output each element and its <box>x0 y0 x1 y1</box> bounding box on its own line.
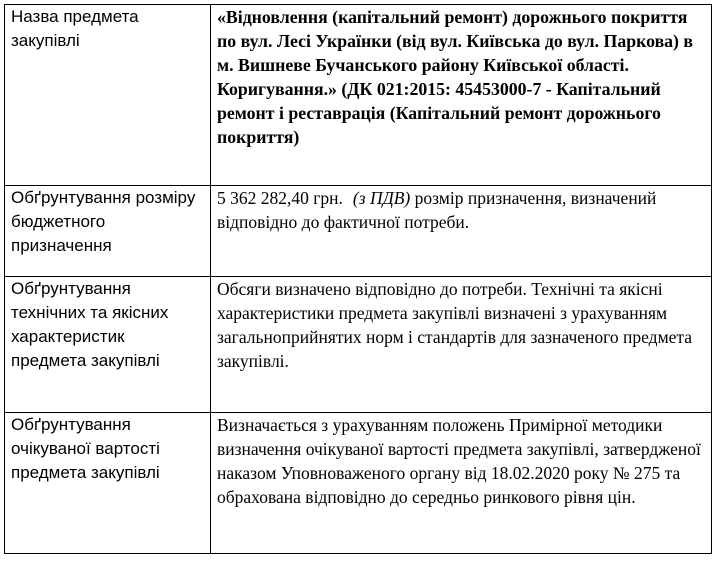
procurement-info-table <box>4 4 712 554</box>
table-row <box>5 277 712 413</box>
row-label-technical: Обґрунтування технічних та якісних характеристик предмета закупівлі <box>5 277 211 413</box>
row-value-subject: «Відновлення (капітальний ремонт) дорожнього покриття по вул. Лесі Українки (від вул. Київська до вул. Паркова) в м. Вишневе Бучанського району Київської області. Коригування.» (ДК 021:2015: 45453000-7 - Капітальний ремонт і реставрація (Капітальний ремонт дорожнього покриття) <box>211 5 712 186</box>
vat-note: (з ПДВ) <box>352 188 411 208</box>
row-value-budget <box>211 186 712 277</box>
table-row <box>5 413 712 554</box>
table-row <box>5 186 712 277</box>
row-label-expected-cost: Обґрунтування очікуваної вартості предмета закупівлі <box>5 413 211 554</box>
row-label-budget: Обґрунтування розміру бюджетного призначення <box>5 186 211 277</box>
row-value-expected-cost: Визначається з урахуванням положень Примірної методики визначення очікуваної вартості предмета закупівлі, затвердженої наказом Уповноваженого органу від 18.02.2020 року № 275 та обрахована відповідно до середньо ринкового рівня цін. <box>211 413 712 554</box>
budget-amount: 5 362 282,40 грн. <box>217 188 343 208</box>
table-row <box>5 5 712 186</box>
row-label-subject: Назва предмета закупівлі <box>5 5 211 186</box>
row-value-technical: Обсяги визначено відповідно до потреби. Технічні та якісні характеристики предмета закупівлі визначені з урахуванням загальноприйнятих норм і стандартів для зазначеного предмета закупівлі. <box>211 277 712 413</box>
budget-description: розмір призначення, визначений відповідно до фактичної потреби. <box>217 188 657 232</box>
